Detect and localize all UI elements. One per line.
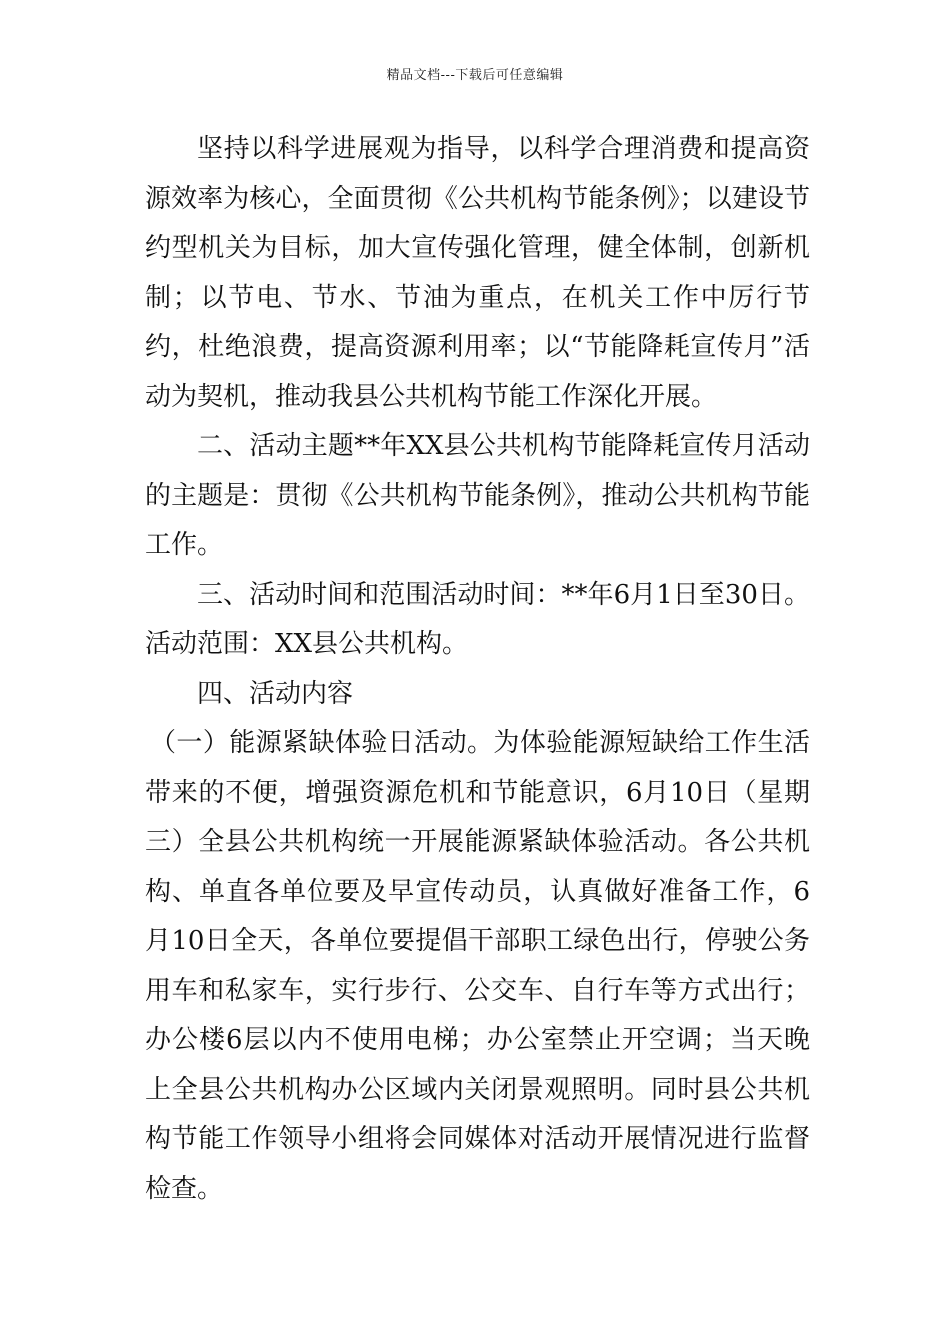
section-heading-activity-content: 四、活动内容: [197, 678, 354, 709]
paragraph-guiding-principle: 坚持以科学进展观为指导，以科学合理消费和提高资源效率为核心，全面贯彻《公共机构节能条例》；以建设节约型机关为目标，加大宣传强化管理，健全体制，创新机制；以节电、节水、节油为重点，在机关工作中厉行节约，杜绝浪费，提高资源利用率；以“节能降耗宣传月”活动为契机，推动我县公共机构节能工作深化开展。: [145, 134, 810, 412]
paragraph-activity-theme: 二、活动主题**年XX县公共机构节能降耗宣传月活动的主题是：贯彻《公共机构节能条例》，推动公共机构节能工作。: [145, 431, 810, 560]
page-header: 精品文档---下载后可任意编辑: [386, 68, 564, 83]
document-body: [145, 125, 810, 1214]
paragraph-activity-time-scope: 三、活动时间和范围活动时间：**年6月1日至30日。活动范围：XX县公共机构。: [145, 579, 810, 659]
paragraph-energy-shortage-day: （一）能源紧缺体验日活动。为体验能源短缺给工作生活带来的不便，增强资源危机和节能意识，6月10日（星期三）全县公共机构统一开展能源紧缺体验活动。各公共机构、单直各单位要及早宣传动员，认真做好准备工作，6月10日全天，各单位要提倡干部职工绿色出行，停驶公务用车和私家车，实行步行、公交车、自行车等方式出行；办公楼6层以内不使用电梯；办公室禁止开空调；当天晚上全县公共机构办公区域内关闭景观照明。同时县公共机构节能工作领导小组将会同媒体对活动开展情况进行监督检查。: [145, 728, 810, 1204]
